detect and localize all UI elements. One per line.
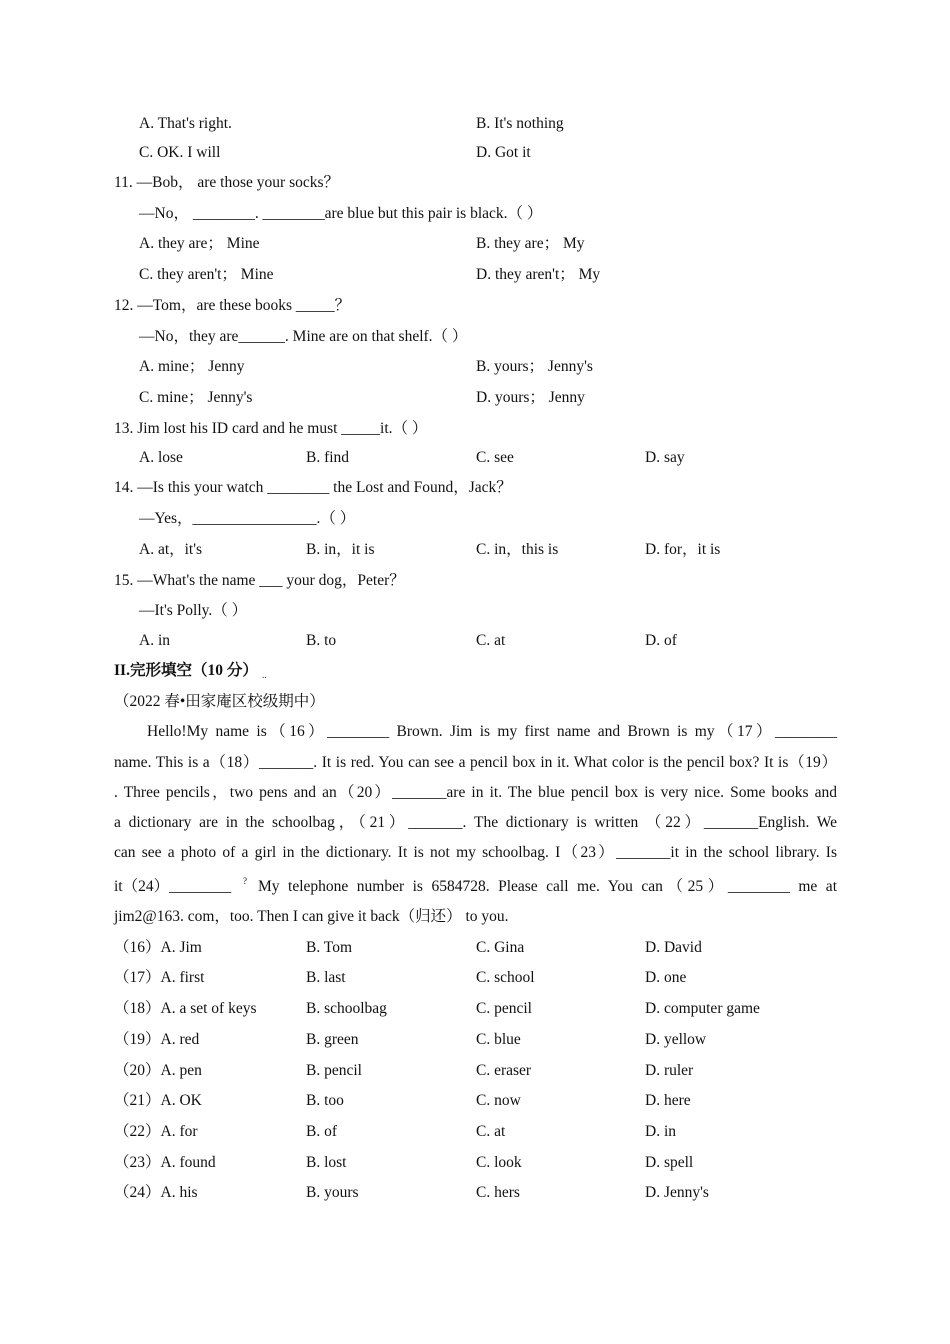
option-b: B. schoolbag [306,1000,387,1017]
passage-line-7 [0,905,950,929]
question-text: 14. —Is this your watch ________ the Lost and Found，Jack？ [114,479,512,496]
option-c: C. look [476,1154,522,1171]
option-c: C. in，this is [476,541,559,558]
passage-text: it（24）________ [114,878,232,895]
option-b: B. yours； Jenny's [476,358,593,375]
option-a: （23）A. found [114,1154,216,1171]
option-a: （20）A. pen [114,1062,202,1079]
option-c: C. school [476,969,535,986]
section-source-line [0,690,950,714]
option-d: D. Jenny's [645,1184,709,1201]
option-b: B. pencil [306,1062,362,1079]
q13-stem [0,417,950,441]
passage-line-2 [0,751,950,775]
q10-options-row-2 [0,141,950,165]
option-a: A. at，it's [139,541,203,558]
q13-options [0,446,950,470]
option-a: （16）A. Jim [114,939,202,956]
option-d: D. one [645,969,687,986]
question-reply: —No， ________. ________are blue but this pair is black.（ ） [139,205,543,222]
option-d: D. they aren't； My [476,266,601,283]
option-a: （17）A. first [114,969,205,986]
option-a: A. lose [139,449,183,466]
q15-reply [0,599,950,623]
section-heading [0,659,950,683]
passage-line-4 [0,811,950,835]
option-b: B. lost [306,1154,347,1171]
q10-options-row-1 [0,112,950,136]
option-c: C. Gina [476,939,525,956]
option-a: A. in [139,632,170,649]
option-b: B. too [306,1092,344,1109]
option-c: C. now [476,1092,521,1109]
section-source: （2022 春•田家庵区校级期中） [114,693,325,710]
q12-stem [0,294,950,318]
passage-text: can see a photo of a girl in the dictionary. It is not my schoolbag. I（23）_______it in the school library. Is [114,844,837,861]
q11-stem [0,171,950,195]
option-a: （24）A. his [114,1184,198,1201]
q11-reply [0,202,950,226]
cloze-option-row [0,1151,950,1175]
q14-options [0,538,950,562]
q14-stem [0,476,950,500]
option-c: C. they aren't； Mine [139,266,274,283]
passage-line-3 [0,781,950,805]
q12-options-row-1 [0,355,950,379]
passage-text: . Three pencils，two pens and an（20）_______are in it. The blue pencil box is very nice. Some books and [114,784,837,801]
option-c: C. see [476,449,514,466]
q15-stem [0,569,950,593]
option-c: C. at [476,1123,506,1140]
cloze-option-row [0,1059,950,1083]
option-c: C. hers [476,1184,520,1201]
option-a: A. they are； Mine [139,235,260,252]
option-a: （18）A. a set of keys [114,1000,257,1017]
option-d: D. for，it is [645,541,721,558]
option-b: B. yours [306,1184,359,1201]
q11-options-row-1 [0,232,950,256]
q14-reply [0,507,950,531]
option-b: B. to [306,632,337,649]
option-d: D. yellow [645,1031,707,1048]
question-text: 13. Jim lost his ID card and he must _____it.（ ） [114,420,428,437]
option-b: B. Tom [306,939,353,956]
option-c: C. pencil [476,1000,532,1017]
q12-reply [0,325,950,349]
option-b: B. last [306,969,346,986]
passage-text: Hello!My name is（16）________ Brown. Jim is my first name and Brown is my（17）________ [147,723,837,740]
question-text: 12. —Tom，are these books _____？ [114,297,351,314]
option-d: D. Got it [476,144,531,161]
question-reply: —Yes，________________.（ ） [139,510,356,527]
option-a: （21）A. OK [114,1092,202,1109]
option-b: B. green [306,1031,359,1048]
passage-mark: ? [243,876,247,886]
option-b: B. find [306,449,350,466]
option-b: B. of [306,1123,337,1140]
option-d: D. ruler [645,1062,694,1079]
option-c: C. at [476,632,506,649]
option-c: C. eraser [476,1062,532,1079]
option-b: B. they are； My [476,235,585,252]
option-d: D. spell [645,1154,694,1171]
option-a: A. That's right. [139,115,232,132]
option-d: D. in [645,1123,676,1140]
section-mark: .. [262,670,267,680]
cloze-option-row [0,1181,950,1205]
option-d: D. of [645,632,677,649]
option-c: C. OK. I will [139,144,221,161]
section-title: II.完形填空（10 分） [114,662,258,679]
option-b: B. It's nothing [476,115,564,132]
cloze-option-row [0,936,950,960]
q12-options-row-2 [0,386,950,410]
option-d: D. say [645,449,685,466]
option-b: B. in，it is [306,541,375,558]
passage-text: name. This is a（18）_______. It is red. You can see a pencil box in it. What color is the pencil box? It is（19） [114,754,837,771]
question-reply: —No，they are______. Mine are on that shelf.（ ） [139,328,468,345]
cloze-option-row [0,997,950,1021]
passage-text: jim2@163. com，too. Then I can give it back（归还） to you. [114,908,509,925]
option-a: A. mine； Jenny [139,358,245,375]
passage-line-1 [0,720,950,744]
option-c: C. mine； Jenny's [139,389,253,406]
cloze-option-row [0,1089,950,1113]
option-c: C. blue [476,1031,521,1048]
cloze-option-row [0,1028,950,1052]
passage-line-6 [0,875,950,899]
option-d: D. David [645,939,702,956]
question-reply: —It's Polly.（ ） [139,602,248,619]
question-text: 15. —What's the name ___ your dog，Peter？ [114,572,405,589]
passage-text: My telephone number is 6584728. Please call me. You can（25）________ me at [258,878,837,895]
option-d: D. yours； Jenny [476,389,585,406]
question-text: 11. —Bob， are those your socks？ [114,174,340,191]
passage-line-5 [0,841,950,865]
cloze-option-row [0,1120,950,1144]
option-a: （22）A. for [114,1123,198,1140]
passage-text: a dictionary are in the schoolbag，（21）_______. The dictionary is written （22）_______English. We [114,814,837,831]
option-d: D. computer game [645,1000,760,1017]
option-d: D. here [645,1092,691,1109]
q15-options [0,629,950,653]
q11-options-row-2 [0,263,950,287]
option-a: （19）A. red [114,1031,200,1048]
cloze-option-row [0,966,950,990]
